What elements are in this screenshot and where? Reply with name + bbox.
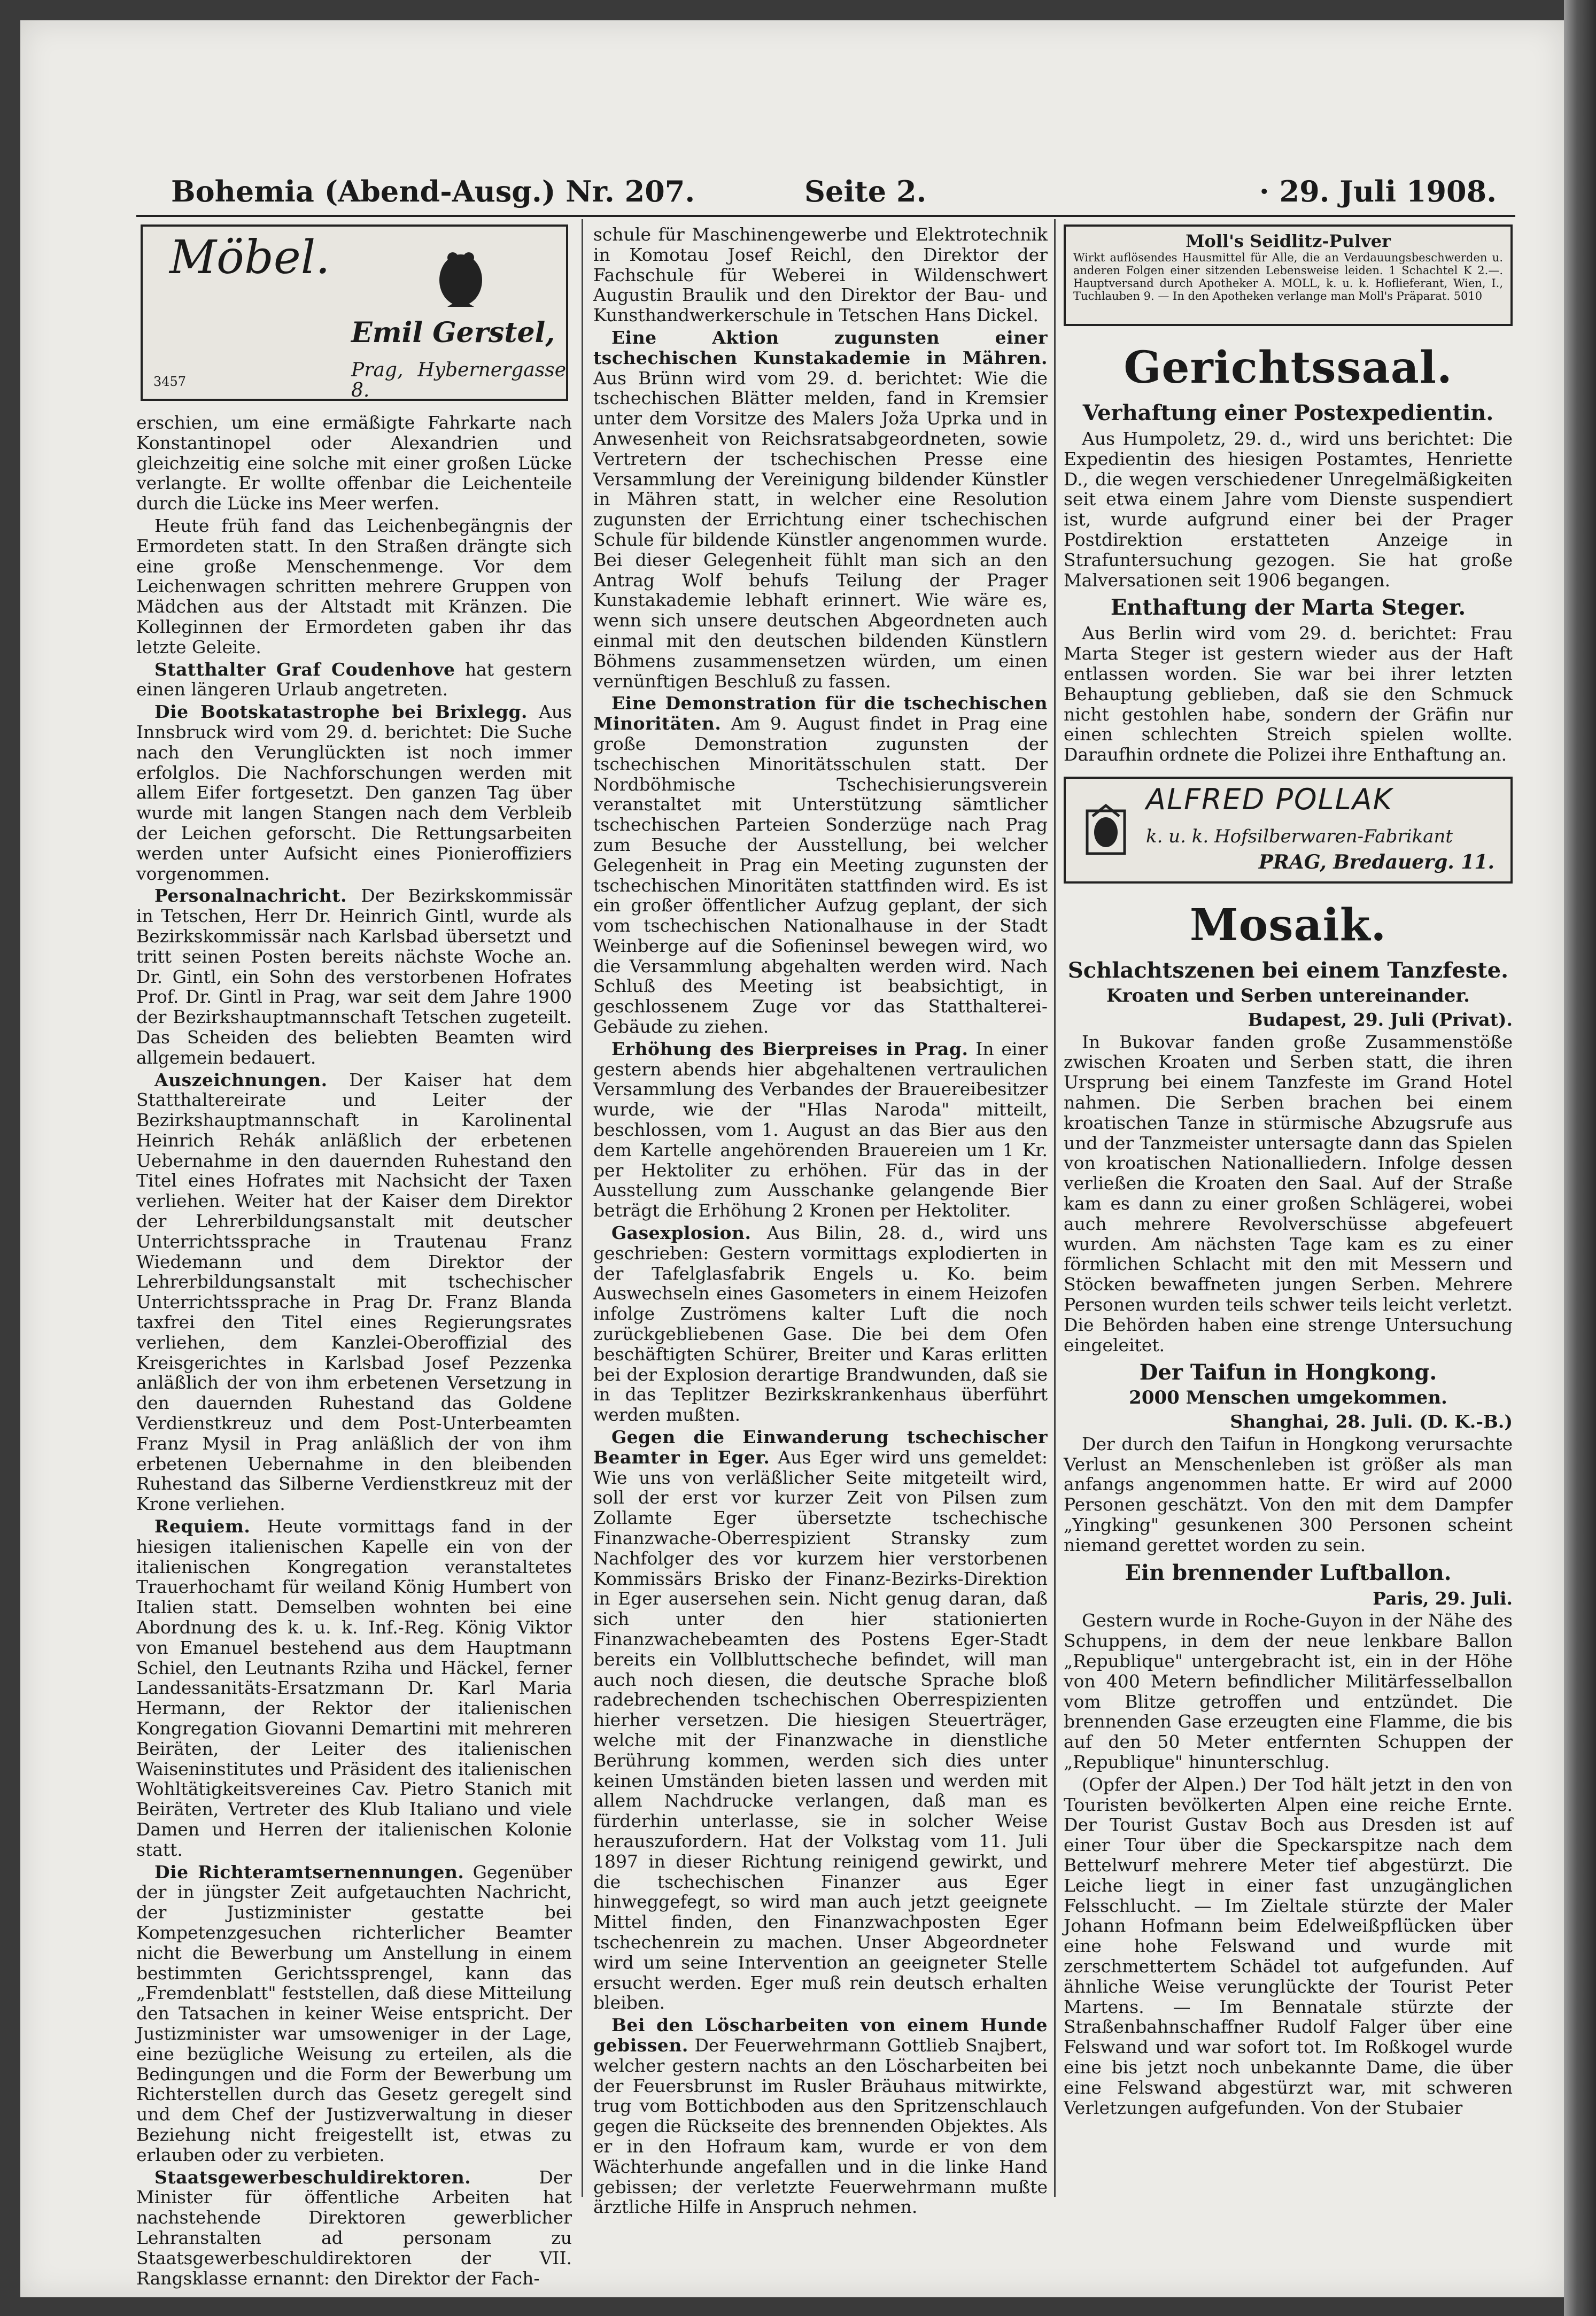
ad-moll: [1064, 224, 1513, 326]
article-text: Am 9. August findet in Prag eine große Demonstration zugunsten der tschechischen Minoritätsschulen statt. Der Nordböhmische Tschechisierungsverein veranstaltet mit Unterstützung sämtlicher tschechischen Parteien Sonderzüge nach Prag zum Besuche der Ausstellung, bei welcher Gelegenheit in Prag ein Meeting zugunsten der tschechischen Minoritäten stattfinden wird. Es ist ein großer öffentlicher Aufzug geplant, der sich vom tschechischen Nationalhause in der Stadt Weinberge auf die Sofieninsel bewegen wird, wo die Versammlung abgehalten werden wird. Nach Schluß des Meeting ist beabsichtigt, in geschlossenem Zuge vor das Statthalterei-Gebäude zu ziehen.: [593, 713, 1048, 1037]
article-text: Aus Bilin, 28. d., wird uns geschrieben: Gestern vormittags explodierten in der Tafelglasfabrik Engels u. Ko. beim Auswechseln eines Gasometers in einem Heizofen infolge Zuströmens kalter Luft die noch zurückgebliebenen Gase. Die bei dem Ofen beschäftigten Schürer, Breiter und Karas erlitten bei der Explosion derartige Brandwunden, daß sie in das Teplitzer Bezirkskrankenhaus überführt werden mußten.: [593, 1222, 1048, 1426]
section-title-mosaik: Mosaik.: [1189, 899, 1387, 951]
ad-pollak-firm: k. u. k. Hofsilberwaren-Fabrikant: [1146, 825, 1453, 847]
article-text: Gestern wurde in Roche-Guyon in der Nähe des Schuppens, in dem der neue lenkbare Ballon „Republique" untergebracht ist, ein in der Höhe von 400 Metern befindlicher Militärfesselballon vom Blitze getroffen und entzündet. Die brennenden Gase erzeugten eine Flamme, die bis auf den 50 Meter entfernten Schuppen der „Republique" hinunterschlug.: [1064, 1610, 1513, 1773]
ad-moebel: [141, 224, 568, 401]
article-text: Aus Eger wird uns gemeldet: Wie uns von verläßlicher Seite mitgeteilt wird, soll der erst vor kurzer Zeit von Pilsen zum Zollamte Eger übersetzte tschechische Finanzwache-Oberrespizient Stransky zum Nachfolger des vor kurzem hier verstorbenen Kommissärs Brisko der Finanz-Bezirks-Direktion in Eger ausersehen sein. Nicht genug daran, daß sich unter den hier stationierten Finanzwachebeamten des Postens Eger-Stadt bereits ein Vollbluttscheche befindet, will man auch noch diesen, die deutsche Sprache bloß radebrechenden tschechischen Oberrespizienten hierher versetzen. Die hiesigen Steuerträger, welche mit der Finanzwache in dienstliche Berührung kommen, werden sich dies unter keinen Umständen bieten lassen und werden mit allem Nachdrucke verlangen, daß man es fürderhin unterlasse, sie in solcher Weise herauszufordern. Hat der Volkstag vom 11. Juli 1897 in dieser Richtung reinigend gewirkt, und die tschechischen Finanzer aus Eger hinweggefegt, so wird man auch jetzt geeignete Mittel finden, den Finanzwachposten Eger tschechenrein zu machen. Unser Abgeordneter wird um seine Intervention an geeigneter Stelle ersucht werden. Eger muß rein deutsch erhalten bleiben.: [593, 1446, 1048, 2013]
article-heading: Gegen die Einwanderung tschechischer Beamter in Eger.: [593, 1427, 1048, 1468]
article-paragraph: schule für Maschinengewerbe und Elektrotechnik in Komotau Josef Reichl, den Direktor der Fachschule für Weberei in Wildenschwert Augustin Braulik und den Direktor der Bau- und Kunsthandwerkerschule in Tetschen Hans Dickel.: [593, 224, 1048, 326]
eagle-crest-icon: [431, 248, 490, 312]
article-paragraph: erschien, um eine ermäßigte Fahrkarte nach Konstantinopel oder Alexandrien und gleichzeitig eine solche mit einer großen Lücke verlangte. Er wollte offenbar die Leichenteile durch die Lücke ins Meer werfen.: [136, 412, 572, 514]
article-text: (Opfer der Alpen.) Der Tod hält jetzt in den von Touristen bevölkerten Alpen eine reiche Ernte. Der Tourist Gustav Boch aus Dresden ist auf einer Tour über die Speckarspitze nach dem Bettelwurf mehrere Meter tief abgestürzt. Die Leiche liegt in einer fast unzugänglichen Felsschlucht. — Im Zieltale stürzte der Maler Johann Hofmann beim Edelweißpflücken über eine hohe Felswand und wurde mit zerschmettertem Schädel tot aufgefunden. Auf ähnliche Weise verunglückte der Tourist Peter Martens. — Im Bennatale stürzte der Straßenbahnschaffner Rudolf Falger über eine Felswand und war sofort tot. Im Roßkogel wurde eine bis jetzt noch unbekannte Dame, die über eine Felswand abgestürzt war, mit schweren Verletzungen aufgefunden. Von der Stubaier: [1064, 1773, 1513, 2118]
article-heading: Schlachtszenen bei einem Tanzfeste.: [1067, 957, 1509, 983]
ad-moebel-number: 3457: [153, 374, 187, 389]
column-divider: [582, 219, 583, 2197]
ad-moebel-address: Prag, Hybernergasse 8.: [351, 359, 566, 401]
article-dateline: Budapest, 29. Juli (Privat).: [1248, 1009, 1513, 1030]
article-heading: Eine Aktion zugunsten einer tschechischen Kunstakademie in Mähren.: [593, 327, 1048, 368]
header-page-number: Seite 2.: [804, 174, 927, 208]
ad-moll-title: Moll's Seidlitz-Pulver: [1186, 231, 1391, 251]
header-date: · 29. Juli 1908.: [1259, 174, 1497, 208]
article-heading: Enthaftung der Marta Steger.: [1110, 595, 1466, 621]
article-text: Der durch den Taifun in Hongkong verursachte Verlust an Menschenleben ist größer als man anfangs angenommen hatte. Er wird auf 2000 Personen geschätzt. Von den mit dem Dampfer „Yingking" gesunkenen 300 Personen scheint niemand gerettet worden zu sein.: [1064, 1433, 1513, 1555]
article-text: Aus Berlin wird vom 29. d. berichtet: Frau Marta Steger ist gestern wieder aus der Haft entlassen worden. Sie war bei ihrer letzten Behauptung geblieben, daß sie den Schmuck nicht gestohlen habe, sondern der Gräfin nur einen schlechten Streich spielen wollte. Daraufhin ordnete die Polizei ihre Enthaftung an.: [1064, 623, 1513, 765]
article-subheading: Kroaten und Serben untereinander.: [1106, 985, 1470, 1006]
article-heading: Die Bootskatastrophe bei Brixlegg.: [154, 701, 528, 723]
page-edge-shadow: [1564, 0, 1596, 2316]
article-heading: Statthalter Graf Coudenhove: [154, 659, 455, 680]
article-heading: Ein brennender Luftballon.: [1125, 1560, 1452, 1585]
article-subheading: 2000 Menschen umgekommen.: [1129, 1387, 1447, 1409]
article-dateline: Shanghai, 28. Juli. (D. K.-B.): [1230, 1411, 1513, 1432]
ad-moebel-title: Möbel.: [169, 231, 330, 284]
article-text: Heute vormittags fand in der hiesigen italienischen Kapelle ein von der italienischen Kongregation veranstaltetes Trauerhochamt für weiland König Humbert von Italien statt. Demselben wohnten bei eine Abordnung des k. u. k. Inf.-Reg. König Viktor von Emanuel bestehend aus dem Hauptmann Schiel, den Leutnants Rziha und Häckel, ferner Landessanitäts-Ersatzmann Dr. Karl Maria Hermann, der Rektor der italienischen Kongregation Giovanni Demartini mit mehreren Beiräten, der Leiter des italienischen Waiseninstitutes und Präsident des italienischen Wohltätigkeitsvereines Cav. Pietro Stanich mit Beiräten, Vertreter des Klub Italiano und viele Damen und Herren der italienischen Kolonie statt.: [136, 1516, 572, 1860]
article-heading: Staatsgewerbeschuldirektoren.: [154, 2166, 471, 2188]
article-heading: Erhöhung des Bierpreises in Prag.: [611, 1038, 969, 1059]
article-heading: Der Taifun in Hongkong.: [1139, 1360, 1437, 1385]
article-heading: Bei den Löscharbeiten von einem Hunde gebissen.: [593, 2015, 1048, 2056]
article-text: hat gestern einen längeren Urlaub angetreten.: [136, 659, 572, 700]
ad-moebel-name: Emil Gerstel,: [351, 316, 555, 349]
crest-icon: [1082, 800, 1130, 859]
article-text: Der Minister für öffentliche Arbeiten hat nachstehende Direktoren gewerblicher Lehranstalten ad personam zu Staatsgewerbeschuldirektoren der VII. Rangsklasse ernannt: den Direktor der Fach-: [136, 2166, 572, 2289]
article-text: Aus Brünn wird vom 29. d. berichtet: Wie die tschechischen Blätter melden, fand in Kremsier unter dem Vorsitze des Malers Joža Uprka und in Anwesenheit von Reichsratsabgeordneten, sowie Vertretern der tschechischen Presse eine Versammlung der Vereinigung bildender Künstler in Mähren statt, in welcher eine Resolution zugunsten der Errichtung einer tschechischen Schule für bildende Künstler angenommen wurde. Bei dieser Gelegenheit fühlt man sich an den Antrag Wolf behufs Teilung der Prager Kunstakademie lebhaft erinnert. Wie wäre es, wenn sich unsere deutschen Abgeordneten auch einmal mit den deutschen bildenden Künstlern Böhmens zusammensetzen würden, um einen vernünftigen Beschluß zu fassen.: [593, 367, 1048, 692]
article-text: Gegenüber der in jüngster Zeit aufgetauchten Nachricht, der Justizminister gestatte bei Kompetenzgesuchen richterlicher Beamter nicht die Bewerbung um Anstellung in einem bestimmten Gerichtssprengel, kann das „Fremdenblatt" feststellen, daß diese Mitteilung den Tatsachen in keiner Weise entspricht. Der Justizminister war umsoweniger in der Lage, eine bezügliche Weisung zu erteilen, als die Bedingungen und die Form der Bewerbung um Richterstellen durch das Gesetz geregelt sind und dem Chef der Justizverwaltung in dieser Beziehung nicht freigestellt ist, etwas zu erlauben oder zu verbieten.: [136, 1861, 572, 2165]
article-dateline: Paris, 29. Juli.: [1373, 1587, 1513, 1609]
article-text: Der Bezirkskommissär in Tetschen, Herr Dr. Heinrich Gintl, wurde als Bezirkskommissär nach Karlsbad übersetzt und tritt seinen Posten bereits nächste Woche an. Dr. Gintl, ein Sohn des verstorbenen Hofrates Prof. Dr. Gintl in Prag, war seit dem Jahre 1900 der Bezirkshauptmannschaft Tetschen zugeteilt. Das Scheiden des beliebten Beamten wird allgemein bedauert.: [136, 885, 572, 1068]
section-title-gerichtssaal: Gerichtssaal.: [1124, 342, 1453, 393]
article-heading: Auszeichnungen.: [154, 1069, 328, 1090]
article-heading: Verhaftung einer Postexpedientin.: [1082, 400, 1494, 425]
header-rule: [136, 215, 1515, 217]
article-text: Der Kaiser hat dem Statthaltereirate und Leiter der Bezirkshauptmannschaft in Karolinental Heinrich Rehák anläßlich der erbetenen Uebernahme in den dauernden Ruhestand den Titel eines Hofrates mit Nachsicht der Taxen verliehen. Weiter hat der Kaiser dem Direktor der Lehrerbildungsanstalt mit deutscher Unterrichtssprache in Trautenau Franz Wiedemann und dem Direktor der Lehrerbildungsanstalt mit tschechischer Unterrichtssprache in Prag Dr. Franz Blanda taxfrei den Titel eines Regierungsrates verliehen, dem Kanzlei-Oberoffizial des Kreisgerichtes in Karlsbad Josef Pezzenka anläßlich der von ihm erbetenen Versetzung in den dauernden Ruhestand das Goldene Verdienstkreuz und dem Post-Unterbeamten Franz Mysil in Prag anläßlich der von ihm erbetenen Uebernahme in den bleibenden Ruhestand das Silberne Verdienstkreuz mit der Krone verliehen.: [136, 1069, 572, 1515]
column-1: [136, 224, 572, 2289]
page-header: [171, 170, 1497, 213]
article-paragraph: Heute früh fand das Leichenbegängnis der Ermordeten statt. In den Straßen drängte sich eine große Menschenmenge. Vor dem Leichenwagen schritten mehrere Gruppen von Mädchen aus der Altstadt mit Kränzen. Die Kolleginnen der Ermordeten gaben ihr das letzte Geleite.: [136, 515, 572, 657]
article-text: Aus Humpoletz, 29. d., wird uns berichtet: Die Expedientin des hiesigen Postamtes, Henriette D., die wegen verschiedener Unregelmäßigkeiten seit etwa einem Jahre vom Dienste suspendiert ist, wurde aufgrund einer bei der Prager Postdirektion erstatteten Anzeige in Strafuntersuchung gezogen. Sie hat große Malversationen seit 1906 begangen.: [1064, 428, 1513, 591]
column-2: [593, 224, 1048, 2218]
article-text: Der Feuerwehrmann Gottlieb Snajbert, welcher gestern nachts an den Löscharbeiten bei der Feuersbrunst im Rusler Bräuhaus mitwirkte, trug vom Bottichboden aus den Spritzenschlauch gegen die Rückseite des brennenden Objektes. Als er in den Hofraum kam, wurde er von dem Wächterhunde angefallen und in die linke Hand gebissen; der verletzte Feuerwehrmann mußte ärztliche Hilfe in Anspruch nehmen.: [593, 2034, 1048, 2218]
header-publication: Bohemia (Abend-Ausg.) Nr. 207.: [171, 174, 695, 208]
article-text: Aus Innsbruck wird vom 29. d. berichtet: Die Suche nach den Verunglückten ist noch immer erfolglos. Die Nachforschungen werden mit allem Eifer fortgesetzt. Den ganzen Tag über wurde mit langen Stangen nach dem Verbleib der Leichen geforscht. Die Rettungsarbeiten werden unter Aufsicht eines Pionieroffiziers vorgenommen.: [136, 701, 572, 884]
article-text: In einer gestern abends hier abgehaltenen vertraulichen Versammlung des Verbandes der Brauereibesitzer wurde, wie der "Hlas Naroda" mitteilt, beschlossen, vom 1. August an das Bier aus den dem Kartelle angehörenden Brauereien um 1 Kr. per Hektoliter zu erhöhen. Für das in der Ausstellung zum Ausschanke gelangende Bier beträgt die Erhöhung 2 Kronen per Hektoliter.: [593, 1038, 1048, 1221]
article-heading: Die Richteramtsernennungen.: [154, 1861, 464, 1883]
article-heading: Personalnachricht.: [154, 885, 347, 907]
ad-pollak: [1064, 777, 1513, 884]
ad-pollak-name: ALFRED POLLAK: [1146, 782, 1393, 816]
article-heading: Eine Demonstration für die tschechischen Minoritäten.: [593, 693, 1048, 734]
column-3: [1064, 224, 1513, 2202]
ad-moll-body: Wirkt auflösendes Hausmittel für Alle, die an Verdauungsbeschwerden u. anderen Folgen einer sitzenden Lebensweise leiden. 1 Schachtel K 2.—. Hauptversand durch Apotheker A. MOLL, k. u. k. Hoflieferant, Wien, I., Tuchlauben 9. — In den Apotheken verlange man Moll's Präparat. 5010: [1073, 251, 1503, 303]
column-divider: [1054, 219, 1056, 2197]
article-heading: Requiem.: [154, 1516, 251, 1537]
article-heading: Gasexplosion.: [611, 1222, 751, 1244]
article-text: In Bukovar fanden große Zusammenstöße zwischen Kroaten und Serben statt, die ihren Ursprung bei einem Tanzfeste im Grand Hotel nahmen. Die Serben brachen bei einem kroatischen Tanze in stürmische Abzugsrufe aus und der Tanzmeister untersagte dann das Spielen von kroatischen Nationalliedern. Infolge dessen verließen die Kroaten den Saal. Auf der Straße kam es dann zu einer großen Schlägerei, wobei auch mehrere Revolverschüsse abgefeuert wurden. Am nächsten Tage kam es zu einer förmlichen Schlacht mit den mit Messern und Stöcken bewaffneten jungen Serben. Mehrere Personen wurden teils schwer teils leicht verletzt. Die Behörden haben eine strenge Untersuchung eingeleitet.: [1064, 1031, 1513, 1355]
ad-pollak-address: PRAG, Bredauerg. 11.: [1258, 850, 1494, 873]
